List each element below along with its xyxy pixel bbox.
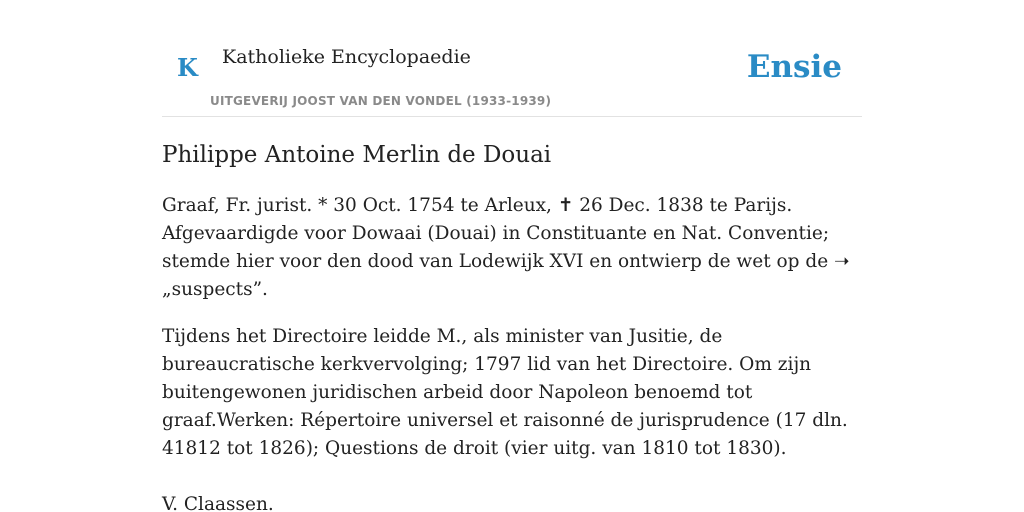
publisher-label: UITGEVERIJ JOOST VAN DEN VONDEL (1933-1939) xyxy=(210,94,552,108)
article-author: V. Claassen. xyxy=(162,494,274,512)
article-paragraph: Graaf, Fr. jurist. * 30 Oct. 1754 te Arleux, ✝ 26 Dec. 1838 te Parijs. Afgevaardigde voor Dowaai (Douai) in Constituante en Nat. Conventie; stemde hier voor den dood van Lodewijk XVI en ontwierp de wet op de ➝ „suspects”. xyxy=(162,195,850,300)
article-title: Philippe Antoine Merlin de Douai xyxy=(162,142,552,168)
article xyxy=(162,138,862,512)
ensie-brand-logo[interactable]: Ensie xyxy=(746,49,842,85)
article-paragraph: Tijdens het Directoire leidde M., als minister van Jusitie, de bureaucratische kerkvervolging; 1797 lid van het Directoire. Om zijn buitengewonen juridischen arbeid door Napoleon benoemd tot graaf.Werken: Répertoire universel et raisonné de jurisprudence (17 dln. 41812 tot 1826); Questions de droit (vier uitg. van 1810 tot 1830). xyxy=(162,326,848,459)
site-header xyxy=(162,0,862,117)
encyclopedia-logo[interactable]: K xyxy=(177,53,198,82)
encyclopedia-title[interactable]: Katholieke Encyclopaedie xyxy=(222,46,471,68)
